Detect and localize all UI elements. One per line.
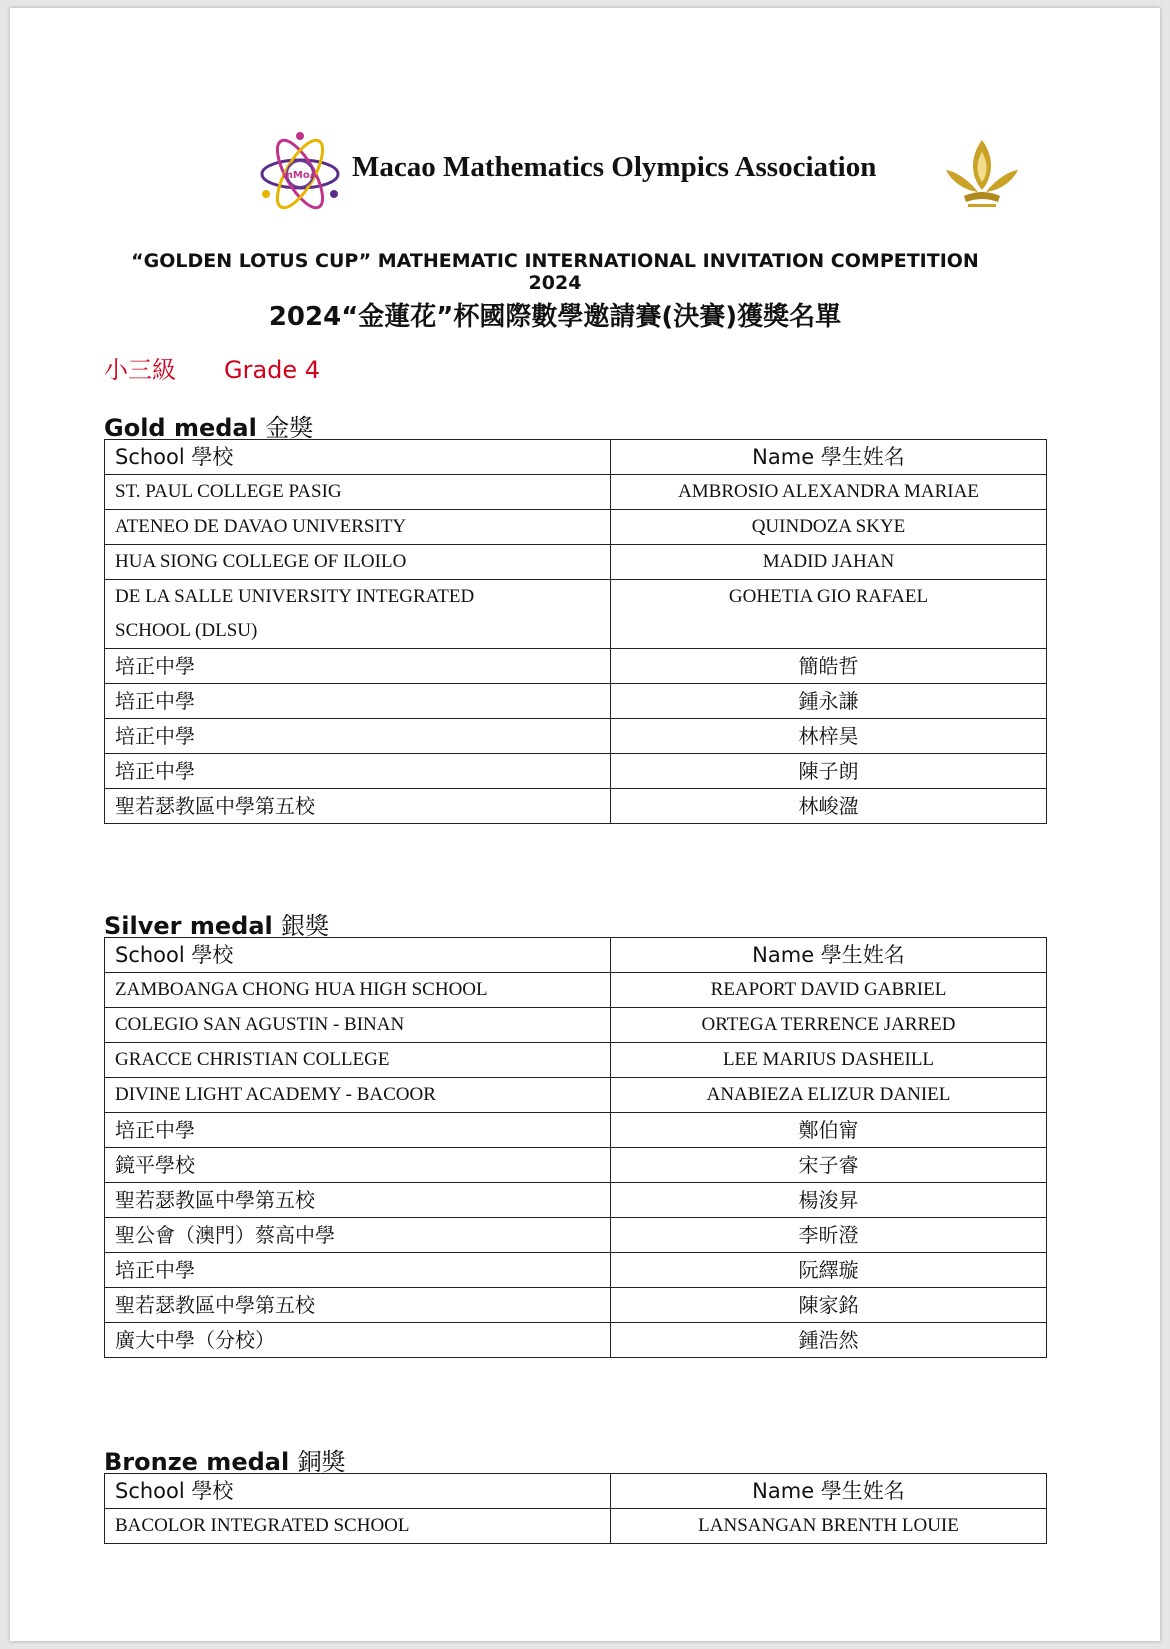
table-row: 鏡平學校 宋子睿 [105,1148,1047,1183]
table-row: 聖若瑟教區中學第五校 陳家銘 [105,1288,1047,1323]
competition-title-en: “GOLDEN LOTUS CUP” MATHEMATIC INTERNATIONAL INVITATION COMPETITION [131,250,979,272]
table-row: HUA SIONG COLLEGE OF ILOILO MADID JAHAN [105,545,1047,580]
table-row: 培正中學 鍾永謙 [105,684,1047,719]
table-row: GRACCE CHRISTIAN COLLEGE LEE MARIUS DASHEILL [105,1043,1047,1078]
table-row: COLEGIO SAN AGUSTIN - BINAN ORTEGA TERRENCE JARRED [105,1008,1047,1043]
school-column-header: School 學校 [105,938,611,973]
gold-medal-heading: Gold medal 金獎 [104,414,314,442]
letterhead [10,8,1160,388]
name-column-header: Name 學生姓名 [611,938,1047,973]
silver-medal-heading: Silver medal 銀獎 [104,912,330,940]
name-column-header: Name 學生姓名 [611,1474,1047,1509]
grade-label [104,350,320,385]
svg-text:mMoA: mMoA [282,170,318,181]
table-header-row [105,440,1047,475]
table-row: BACOLOR INTEGRATED SCHOOL LANSANGAN BRENTH LOUIE [105,1509,1047,1544]
gold-medal-table [104,439,1047,824]
table-row: 培正中學 簡皓哲 [105,649,1047,684]
grade-label-zh: 小三級 [104,356,176,384]
name-column-header: Name 學生姓名 [611,440,1047,475]
grade-label-en: Grade 4 [224,356,321,384]
silver-medal-table [104,937,1047,1358]
table-row: DIVINE LIGHT ACADEMY - BACOOR ANABIEZA ELIZUR DANIEL [105,1078,1047,1113]
table-row: 聖若瑟教區中學第五校 楊浚昇 [105,1183,1047,1218]
table-header-row [105,1474,1047,1509]
organization-name: Macao Mathematics Olympics Association [352,151,877,183]
table-row: DE LA SALLE UNIVERSITY INTEGRATED SCHOOL (DLSU) GOHETIA GIO RAFAEL [105,580,1047,649]
table-row: 培正中學 鄭伯甯 [105,1113,1047,1148]
table-row: ZAMBOANGA CHONG HUA HIGH SCHOOL REAPORT DAVID GABRIEL [105,973,1047,1008]
golden-lotus-emblem-icon [940,136,1024,212]
table-row: ATENEO DE DAVAO UNIVERSITY QUINDOZA SKYE [105,510,1047,545]
table-row: 廣大中學（分校） 鍾浩然 [105,1323,1047,1358]
school-column-header: School 學校 [105,1474,611,1509]
school-column-header: School 學校 [105,440,611,475]
table-row: 聖公會（澳門）蔡高中學 李昕澄 [105,1218,1047,1253]
bronze-medal-table [104,1473,1047,1544]
table-row: 培正中學 阮繹璇 [105,1253,1047,1288]
document-page [10,8,1160,1641]
table-row: 培正中學 林梓昊 [105,719,1047,754]
competition-year: 2024 [528,272,582,294]
competition-title-zh: 2024“金蓮花”杯國際數學邀請賽(決賽)獲獎名單 [268,302,842,332]
table-header-row [105,938,1047,973]
association-logo-icon [258,130,342,218]
table-row: ST. PAUL COLLEGE PASIG AMBROSIO ALEXANDRA MARIAE [105,475,1047,510]
table-row: 聖若瑟教區中學第五校 林峻溋 [105,789,1047,824]
bronze-medal-heading: Bronze medal 銅獎 [104,1448,346,1476]
table-row: 培正中學 陳子朗 [105,754,1047,789]
